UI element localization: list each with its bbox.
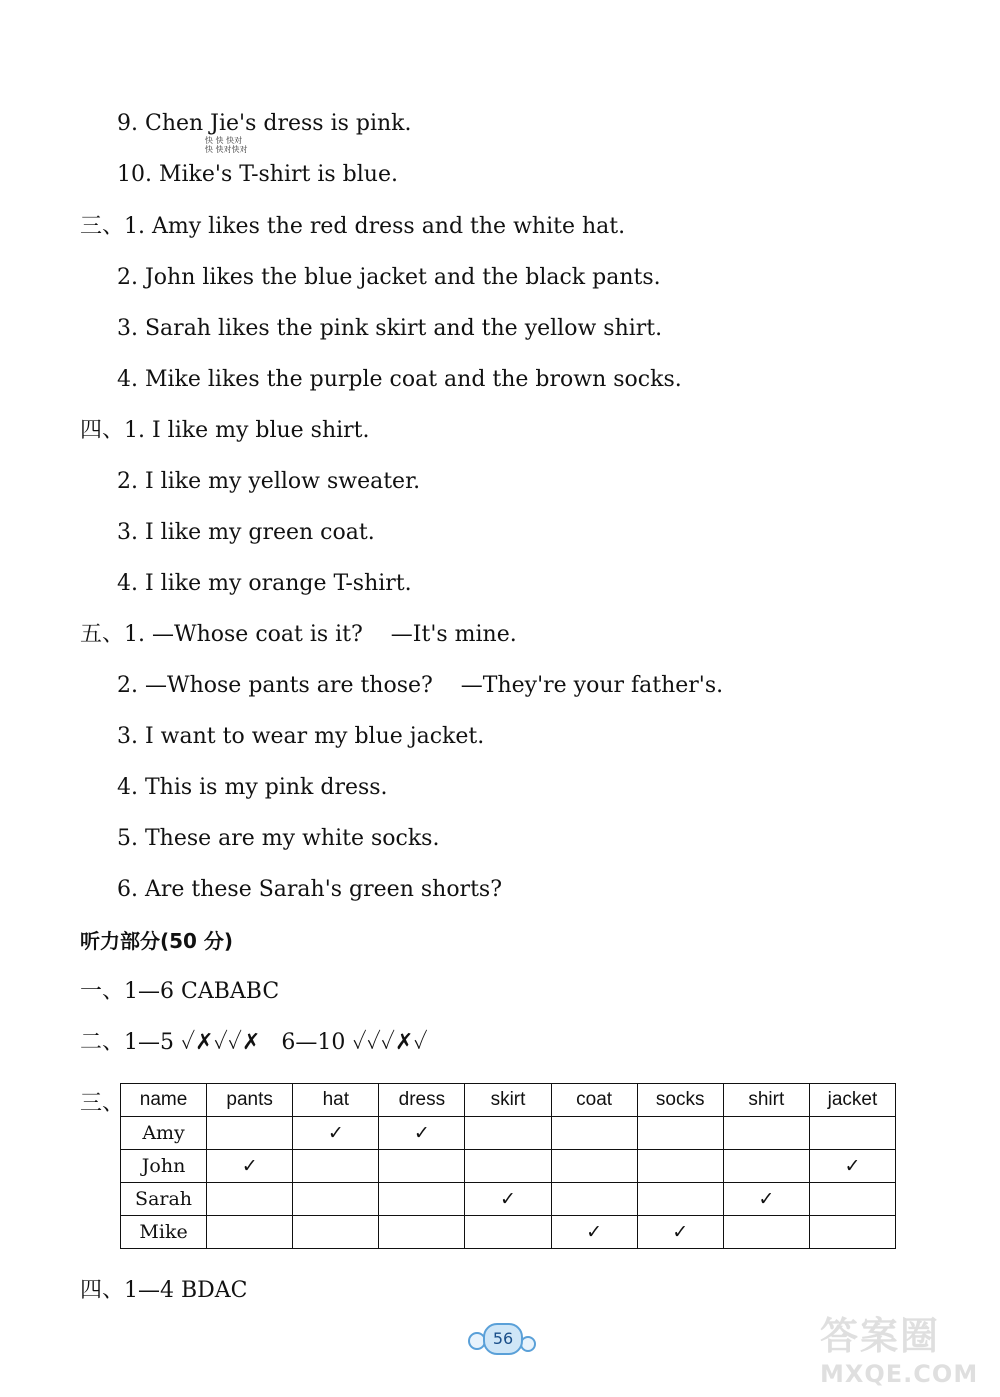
handwritten-note: 快 快 快对 快 快对快对 xyxy=(205,136,248,154)
watermark xyxy=(820,1305,990,1390)
table-header-row xyxy=(121,1084,896,1117)
answer-line: 四、1. I like my blue shirt. xyxy=(80,418,370,443)
table-header-dress: dress xyxy=(379,1084,465,1117)
table-row xyxy=(121,1150,896,1183)
check-mark-cell: ✓ xyxy=(293,1117,379,1150)
check-mark-cell: ✓ xyxy=(379,1117,465,1150)
row-name: Mike xyxy=(121,1216,207,1249)
table-header-name: name xyxy=(121,1084,207,1117)
table-header-coat: coat xyxy=(551,1084,637,1117)
answer-line: 3. I like my green coat. xyxy=(117,520,375,545)
row-name: Amy xyxy=(121,1117,207,1150)
answer-line: 4. This is my pink dress. xyxy=(117,775,388,800)
answer-line: 二、1—5 ✓✗✓✓✗ 6—10 ✓✓✓✗✓ xyxy=(80,1030,428,1055)
answer-line: 三、1. Amy likes the red dress and the white hat. xyxy=(80,214,626,239)
table-header-shirt: shirt xyxy=(723,1084,809,1117)
table-row xyxy=(121,1183,896,1216)
empty-cell xyxy=(637,1117,723,1150)
check-mark-cell: ✓ xyxy=(551,1216,637,1249)
answer-line: 四、1—4 BDAC xyxy=(80,1278,248,1303)
check-mark-cell: ✓ xyxy=(809,1150,895,1183)
answer-line: 2. —Whose pants are those? —They're your father's. xyxy=(117,673,724,698)
answer-line: 五、1. —Whose coat is it? —It's mine. xyxy=(80,622,517,647)
row-name: Sarah xyxy=(121,1183,207,1216)
check-mark-cell: ✓ xyxy=(723,1183,809,1216)
empty-cell xyxy=(465,1117,551,1150)
empty-cell xyxy=(723,1117,809,1150)
answer-line: 6. Are these Sarah's green shorts? xyxy=(117,877,502,902)
empty-cell xyxy=(637,1183,723,1216)
empty-cell xyxy=(723,1216,809,1249)
empty-cell xyxy=(809,1117,895,1150)
answer-line: 4. I like my orange T-shirt. xyxy=(117,571,412,596)
section-heading: 听力部分(50 分) xyxy=(80,929,234,953)
answer-line: 2. I like my yellow sweater. xyxy=(117,469,421,494)
empty-cell xyxy=(207,1183,293,1216)
empty-cell xyxy=(207,1216,293,1249)
answer-line: 10. Mike's T-shirt is blue. xyxy=(117,162,398,187)
empty-cell xyxy=(809,1183,895,1216)
table-header-socks: socks xyxy=(637,1084,723,1117)
empty-cell xyxy=(293,1216,379,1249)
answer-line: 2. John likes the blue jacket and the black pants. xyxy=(117,265,661,290)
answer-line: 3. Sarah likes the pink skirt and the yellow shirt. xyxy=(117,316,663,341)
answer-line: 一、1—6 CABABC xyxy=(80,979,280,1004)
table-row xyxy=(121,1117,896,1150)
empty-cell xyxy=(637,1150,723,1183)
table-header-hat: hat xyxy=(293,1084,379,1117)
empty-cell xyxy=(723,1150,809,1183)
check-mark-cell: ✓ xyxy=(465,1183,551,1216)
empty-cell xyxy=(293,1150,379,1183)
table-header-skirt: skirt xyxy=(465,1084,551,1117)
check-mark-cell: ✓ xyxy=(207,1150,293,1183)
empty-cell xyxy=(551,1183,637,1216)
table-row xyxy=(121,1216,896,1249)
check-mark-cell: ✓ xyxy=(637,1216,723,1249)
answer-line: 4. Mike likes the purple coat and the brown socks. xyxy=(117,367,682,392)
page-number: 56 xyxy=(483,1323,523,1355)
empty-cell xyxy=(207,1117,293,1150)
row-name: John xyxy=(121,1150,207,1183)
empty-cell xyxy=(293,1183,379,1216)
table-header-pants: pants xyxy=(207,1084,293,1117)
empty-cell xyxy=(379,1216,465,1249)
empty-cell xyxy=(465,1150,551,1183)
watermark-top: 答案圈 xyxy=(820,1314,941,1358)
empty-cell xyxy=(379,1150,465,1183)
empty-cell xyxy=(465,1216,551,1249)
answer-line: 5. These are my white socks. xyxy=(117,826,440,851)
table-header-jacket: jacket xyxy=(809,1084,895,1117)
answer-table xyxy=(120,1083,896,1249)
section-prefix: 三、 xyxy=(80,1091,125,1116)
empty-cell xyxy=(551,1117,637,1150)
empty-cell xyxy=(809,1216,895,1249)
watermark-bottom: MXQE.COM xyxy=(820,1360,979,1388)
answer-line: 3. I want to wear my blue jacket. xyxy=(117,724,485,749)
answer-line: 9. Chen Jie's dress is pink. xyxy=(117,111,412,136)
empty-cell xyxy=(551,1150,637,1183)
empty-cell xyxy=(379,1183,465,1216)
